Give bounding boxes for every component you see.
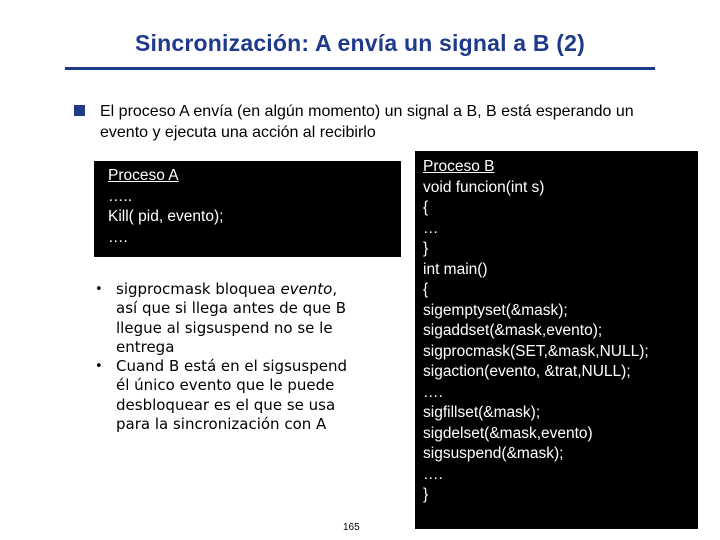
note-line: entrega: [116, 337, 175, 356]
code-line: sigsuspend(&mask);: [423, 445, 564, 462]
code-line: sigprocmask(SET,&mask,NULL);: [423, 342, 649, 360]
proceso-b-code-box: [415, 151, 698, 529]
proceso-a-code-box: [94, 161, 401, 257]
code-line: sigfillset(&mask);: [423, 404, 541, 421]
code-line: int main(): [423, 260, 488, 278]
code-line: sigaction(evento, &trat,NULL);: [423, 363, 631, 380]
code-line: {: [423, 281, 429, 298]
note-line: [116, 280, 400, 299]
note-line: llegue al sigsuspend no se le: [116, 318, 333, 337]
note-line: así que si llega antes de que B: [116, 299, 346, 318]
title-underline: [65, 67, 655, 70]
note-line: desbloquear es el que se usa: [116, 395, 336, 414]
code-line: Kill( pid, evento);: [108, 208, 224, 225]
note-line: Cuand B está en el sigsuspend: [116, 357, 347, 376]
code-line: …..: [108, 187, 133, 205]
code-line: sigaddset(&mask,evento);: [423, 322, 603, 339]
code-line: ….: [108, 228, 128, 246]
main-bullet-text: [100, 101, 714, 143]
note-text: ,: [332, 280, 338, 298]
proceso-b-heading: Proceso B: [423, 158, 495, 175]
code-line: ….: [423, 383, 443, 401]
bullet-dot-icon: •: [95, 359, 103, 375]
code-line: sigemptyset(&mask);: [423, 301, 568, 319]
slide-title: Sincronización: A envía un signal a B (2): [135, 30, 585, 56]
code-line: ….: [423, 465, 443, 483]
code-line: void funcion(int s): [423, 178, 545, 196]
main-bullet: [74, 101, 714, 143]
main-bullet-line-2: evento y ejecuta una acción al recibirlo: [100, 124, 376, 141]
code-line: …: [423, 219, 439, 237]
main-bullet-line-1: El proceso A envía (en algún momento) un signal a B, B está esperando un: [100, 103, 634, 120]
bullet-dot-icon: •: [95, 282, 103, 297]
note-sigsuspend: [95, 357, 400, 434]
note-sigprocmask: [95, 280, 400, 357]
note-line: para la sincronización con A: [116, 415, 327, 434]
note-text: sigprocmask bloquea: [116, 280, 281, 298]
page-number: 165: [343, 522, 360, 533]
note-line: él único evento que le puede: [116, 376, 335, 395]
note-emphasis: evento: [280, 280, 333, 298]
code-line: }: [423, 240, 429, 257]
code-line: {: [423, 199, 429, 216]
code-line: sigdelset(&mask,evento): [423, 424, 593, 442]
code-line: }: [423, 486, 429, 503]
square-bullet-icon: [74, 105, 85, 116]
notes-list: [95, 280, 400, 434]
proceso-a-heading: Proceso A: [108, 167, 179, 184]
